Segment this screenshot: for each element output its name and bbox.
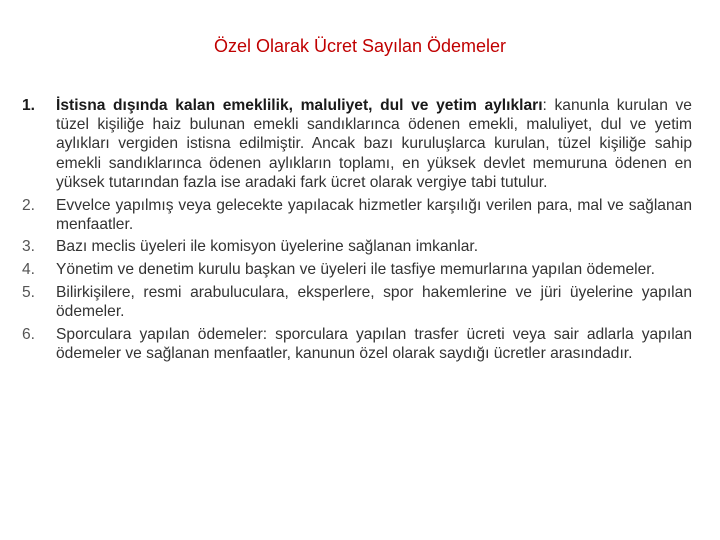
payment-list [22, 96, 692, 367]
list-item-text: Bilirkişilere, resmi arabuluculara, eksperlere, spor hakemlerine ve jüri üyelerine yapılan ödemeler. [56, 283, 692, 321]
list-item-text [56, 96, 692, 192]
list-item-body: : kanunla kurulan ve tüzel kişiliğe haiz bulunan emekli sandıklarınca ödenen emekli, maluliyet, dul ve yetim aylıkları vergiden istisna edilmiştir. Ancak bazı kuruluşlarca kurulan, tüzel kişiliğe sahip emekli sandıklarınca ödenen aylıkların toplamı, en yüksek devlet memuruna ödenen en yüksek tutarından fazla ise aradaki fark ücret olarak vergiye tabi tutulur. [56, 97, 692, 191]
list-item [22, 260, 692, 279]
list-item-lead: İstisna dışında kalan emeklilik, maluliyet, dul ve yetim aylıkları [56, 97, 543, 114]
list-item-number: 5. [22, 283, 36, 301]
list-item-number: 1. [22, 97, 36, 114]
list-item [22, 283, 692, 321]
page-title: Özel Olarak Ücret Sayılan Ödemeler [213, 36, 507, 56]
list-item [22, 237, 692, 256]
list-item-number: 2. [22, 196, 36, 214]
list-item-text: Evvelce yapılmış veya gelecekte yapılacak hizmetler karşılığı verilen para, mal ve sağlanan menfaatler. [56, 196, 692, 233]
list-item-text: Bazı meclis üyeleri ile komisyon üyelerine sağlanan imkanlar. [56, 238, 479, 256]
list-item [22, 325, 692, 363]
list-item-number: 3. [22, 238, 36, 256]
list-item-text: Sporculara yapılan ödemeler: sporculara yapılan trasfer ücreti veya sair adlarla yapılan ödemeler ve sağlanan menfaatler, kanunun özel olarak saydığı ücretler arasındadır. [56, 325, 692, 362]
list-item [22, 96, 692, 192]
list-item-text: Yönetim ve denetim kurulu başkan ve üyeleri ile tasfiye memurlarına yapılan ödemeler. [56, 261, 655, 279]
list-item-number: 6. [22, 325, 36, 343]
list-item-number: 4. [22, 261, 36, 279]
list-item [22, 196, 692, 234]
